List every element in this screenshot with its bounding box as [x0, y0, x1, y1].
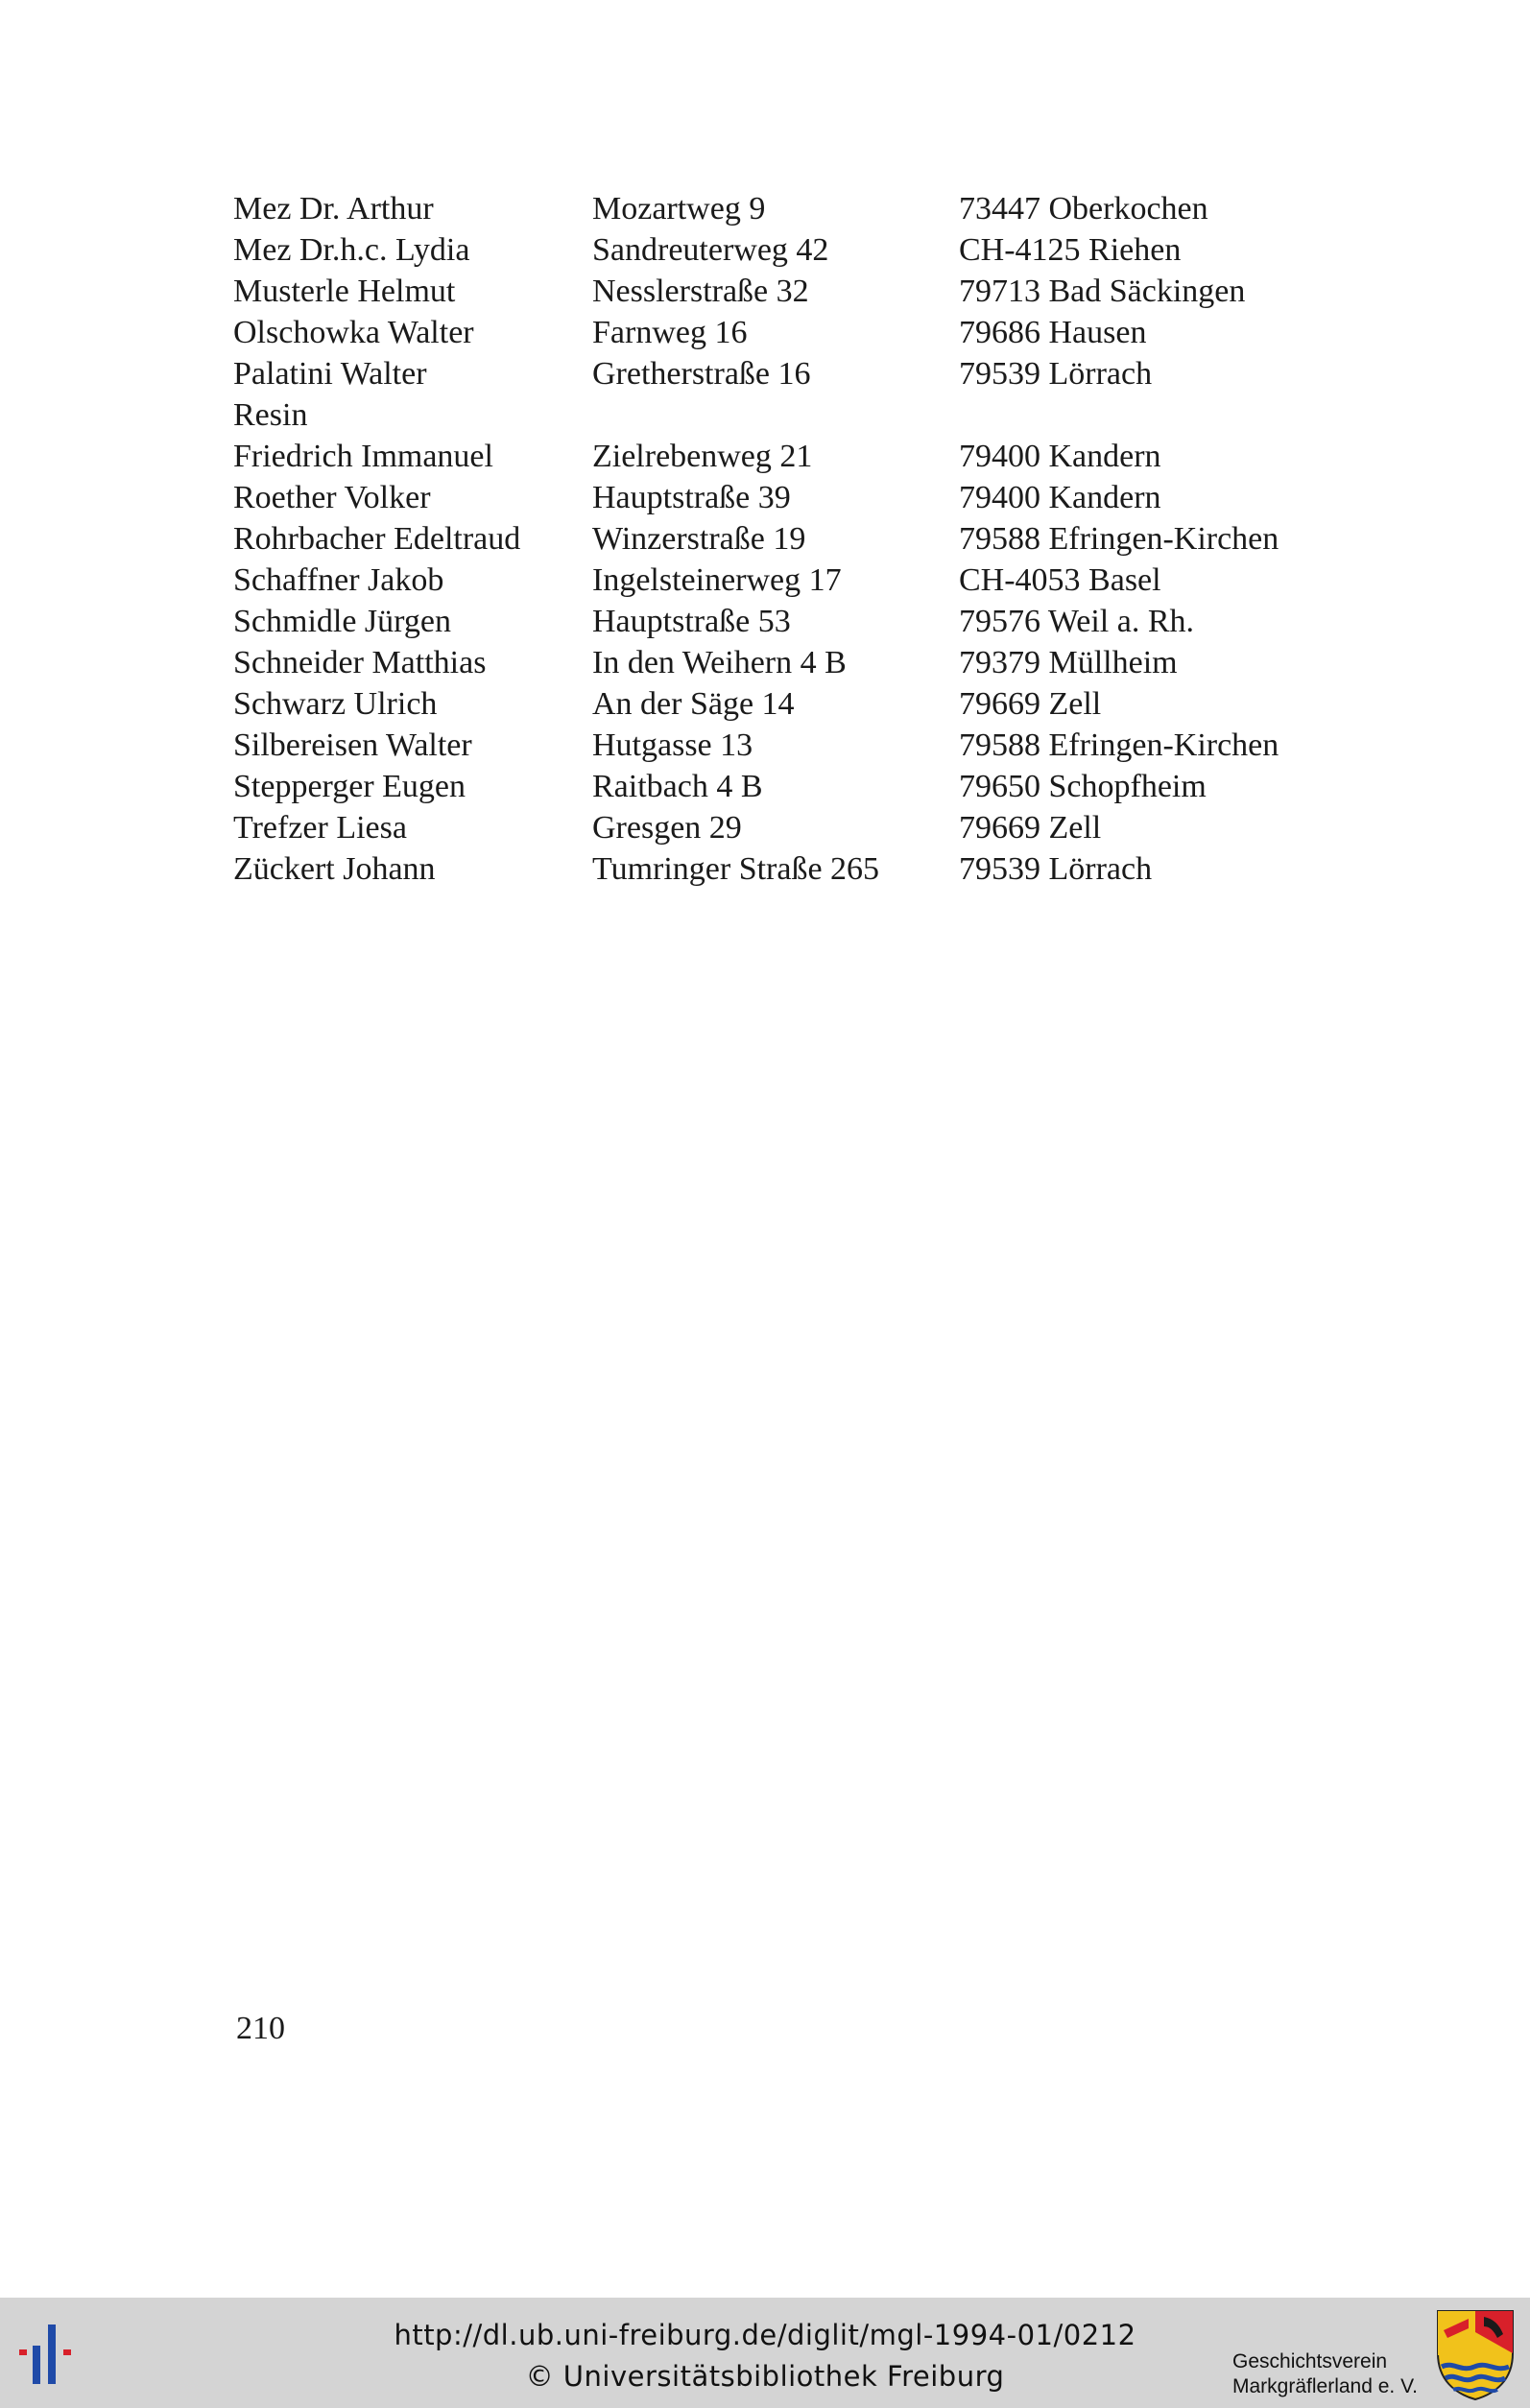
member-city: 79669 Zell — [959, 686, 1102, 722]
member-name: Resin — [233, 397, 308, 433]
member-city: 79588 Efringen-Kirchen — [959, 727, 1279, 763]
member-city: CH-4053 Basel — [959, 562, 1161, 598]
member-street: Ingelsteinerweg 17 — [592, 562, 842, 598]
member-city: 79669 Zell — [959, 810, 1102, 846]
member-street — [592, 394, 959, 436]
footer-copyright: © Universitätsbibliothek Freiburg — [525, 2360, 1005, 2393]
member-street: Raitbach 4 B — [592, 769, 763, 804]
member-street: Gresgen 29 — [592, 810, 742, 846]
member-name: Trefzer Liesa — [233, 810, 407, 846]
member-street: Sandreuterweg 42 — [592, 232, 829, 268]
member-street: Mozartweg 9 — [592, 191, 766, 226]
member-name: Friedrich Immanuel — [233, 439, 493, 474]
member-roster — [233, 188, 1385, 890]
footer-bar — [0, 2298, 1530, 2408]
member-street: Farnweg 16 — [592, 315, 748, 350]
roster-row — [233, 642, 1385, 683]
roster-row — [233, 436, 1385, 477]
roster-row — [233, 394, 1385, 436]
member-name: Zückert Johann — [233, 851, 436, 887]
member-name: Palatini Walter — [233, 356, 427, 392]
roster-row — [233, 766, 1385, 807]
member-name: Musterle Helmut — [233, 274, 456, 309]
member-street: An der Säge 14 — [592, 686, 795, 722]
roster-row — [233, 807, 1385, 848]
member-city: 79686 Hausen — [959, 315, 1147, 350]
member-street: In den Weihern 4 B — [592, 645, 847, 680]
member-city: 79539 Lörrach — [959, 356, 1153, 392]
member-street: Hauptstraße 39 — [592, 480, 791, 515]
member-name: Schwarz Ulrich — [233, 686, 438, 722]
member-street: Hauptstraße 53 — [592, 604, 791, 639]
member-city: 79576 Weil a. Rh. — [959, 604, 1195, 639]
roster-row — [233, 271, 1385, 312]
member-city: 79588 Efringen-Kirchen — [959, 521, 1279, 557]
member-city: 73447 Oberkochen — [959, 191, 1208, 226]
member-city: 79400 Kandern — [959, 439, 1161, 474]
roster-row — [233, 477, 1385, 518]
member-city: 79400 Kandern — [959, 480, 1161, 515]
member-city: 79539 Lörrach — [959, 851, 1153, 887]
roster-row — [233, 229, 1385, 271]
society-name-line1: Geschichtsverein — [1232, 2350, 1388, 2372]
society-name-line2: Markgräflerland e. V. — [1232, 2375, 1418, 2397]
member-city — [959, 394, 1362, 436]
roster-row — [233, 353, 1385, 394]
member-city: 79650 Schopfheim — [959, 769, 1207, 804]
member-name: Schneider Matthias — [233, 645, 487, 680]
member-name: Rohrbacher Edeltraud — [233, 521, 521, 557]
member-city: 79379 Müllheim — [959, 645, 1178, 680]
society-name — [1232, 2349, 1418, 2399]
member-street: Winzerstraße 19 — [592, 521, 806, 557]
member-name: Olschowka Walter — [233, 315, 474, 350]
member-name: Roether Volker — [233, 480, 431, 515]
member-street: Nesslerstraße 32 — [592, 274, 809, 309]
member-name: Schaffner Jakob — [233, 562, 444, 598]
roster-row — [233, 683, 1385, 725]
member-name: Silbereisen Walter — [233, 727, 472, 763]
roster-row — [233, 188, 1385, 229]
member-name: Stepperger Eugen — [233, 769, 466, 804]
roster-row — [233, 848, 1385, 890]
roster-row — [233, 725, 1385, 766]
footer-url-link[interactable]: http://dl.ub.uni-freiburg.de/diglit/mgl-1994-01/0212 — [394, 2319, 1136, 2351]
member-street: Tumringer Straße 265 — [592, 851, 880, 887]
member-street: Gretherstraße 16 — [592, 356, 811, 392]
roster-row — [233, 312, 1385, 353]
roster-row — [233, 601, 1385, 642]
member-street: Zielrebenweg 21 — [592, 439, 813, 474]
member-street: Hutgasse 13 — [592, 727, 753, 763]
member-city: 79713 Bad Säckingen — [959, 274, 1246, 309]
member-name: Mez Dr. Arthur — [233, 191, 434, 226]
page-number: 210 — [236, 2011, 285, 2046]
member-city: CH-4125 Riehen — [959, 232, 1182, 268]
roster-row — [233, 560, 1385, 601]
roster-row — [233, 518, 1385, 560]
society-crest-icon — [1436, 2309, 1515, 2401]
member-name: Schmidle Jürgen — [233, 604, 451, 639]
member-name: Mez Dr.h.c. Lydia — [233, 232, 470, 268]
